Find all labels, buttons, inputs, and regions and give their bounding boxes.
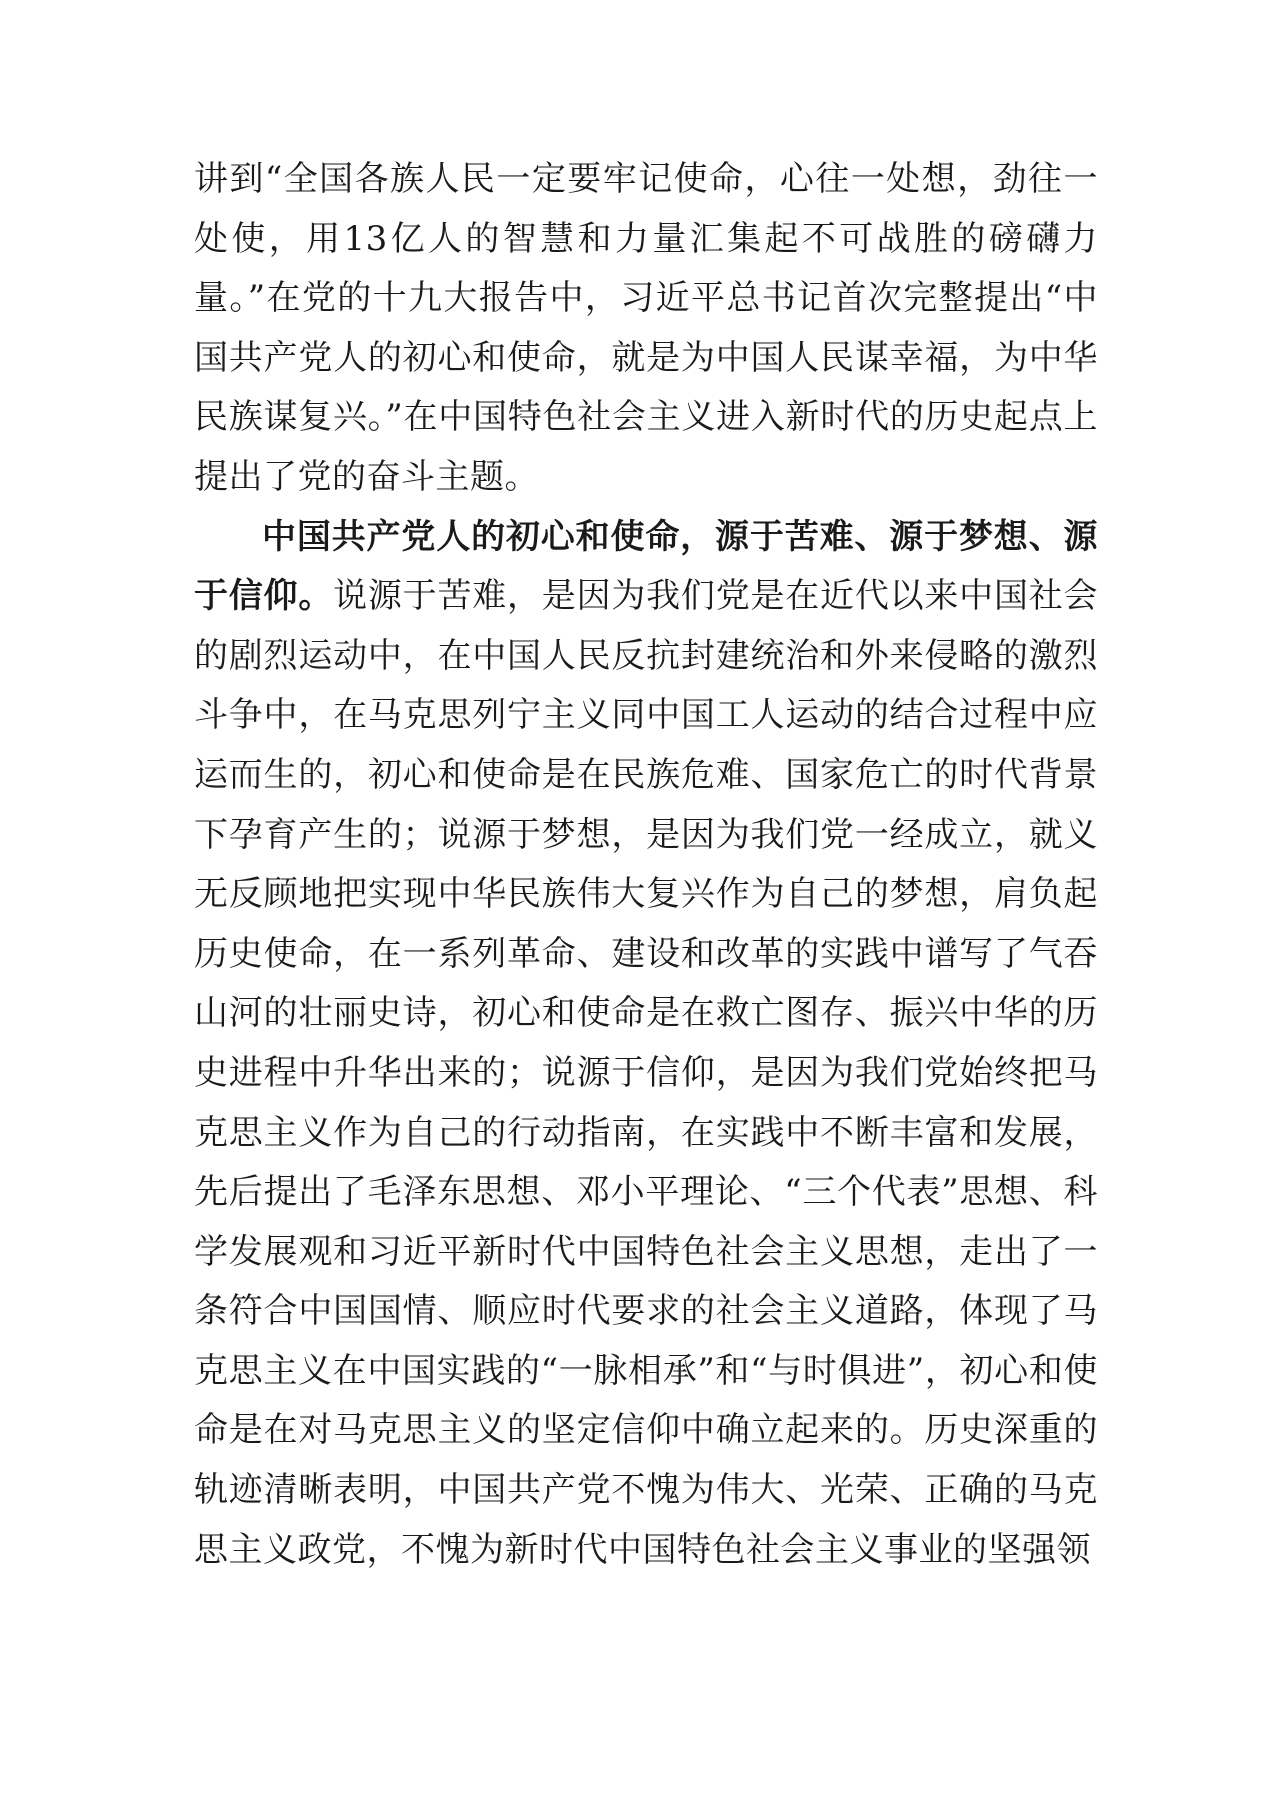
body-text	[194, 150, 1098, 1580]
paragraph-bold-lead: 中国共产党人的初心和使命，源于苦难、源于梦想、源于信仰。	[194, 516, 1098, 617]
paragraph-origins	[194, 508, 1098, 1581]
paragraph-text: 说源于苦难，是因为我们党是在近代以来中国社会的剧烈运动中，在中国人民反抗封建统治和外来侵略的激烈斗争中，在马克思列宁主义同中国工人运动的结合过程中应运而生的，初心和使命是在民族危难、国家危亡的时代背景下孕育产生的；说源于梦想，是因为我们党一经成立，就义无反顾地把实现中华民族伟大复兴作为自己的梦想，肩负起历史使命，在一系列革命、建设和改革的实践中谱写了气吞山河的壮丽史诗，初心和使命是在救亡图存、振兴中华的历史进程中升华出来的；说源于信仰，是因为我们党始终把马克思主义作为自己的行动指南，在实践中不断丰富和发展，先后提出了毛泽东思想、邓小平理论、“三个代表”思想、科学发展观和习近平新时代中国特色社会主义思想，走出了一条符合中国国情、顺应时代要求的社会主义道路，体现了马克思主义在中国实践的“一脉相承”和“与时俱进”，初心和使命是在对马克思主义的坚定信仰中确立起来的。历史深重的轨迹清晰表明，中国共产党不愧为伟大、光荣、正确的马克思主义政党，不愧为新时代中国特色社会主义事业的坚强领	[194, 576, 1099, 1570]
paragraph-text: 讲到“全国各族人民一定要牢记使命，心往一处想，劲往一处使，用13亿人的智慧和力量汇集起不可战胜的磅礴力量。”在党的十九大报告中，习近平总书记首次完整提出“中国共产党人的初心和使命，就是为中国人民谋幸福，为中华民族谋复兴。”在中国特色社会主义进入新时代的历史起点上提出了党的奋斗主题。	[194, 159, 1098, 497]
paragraph-continuation	[194, 150, 1098, 508]
